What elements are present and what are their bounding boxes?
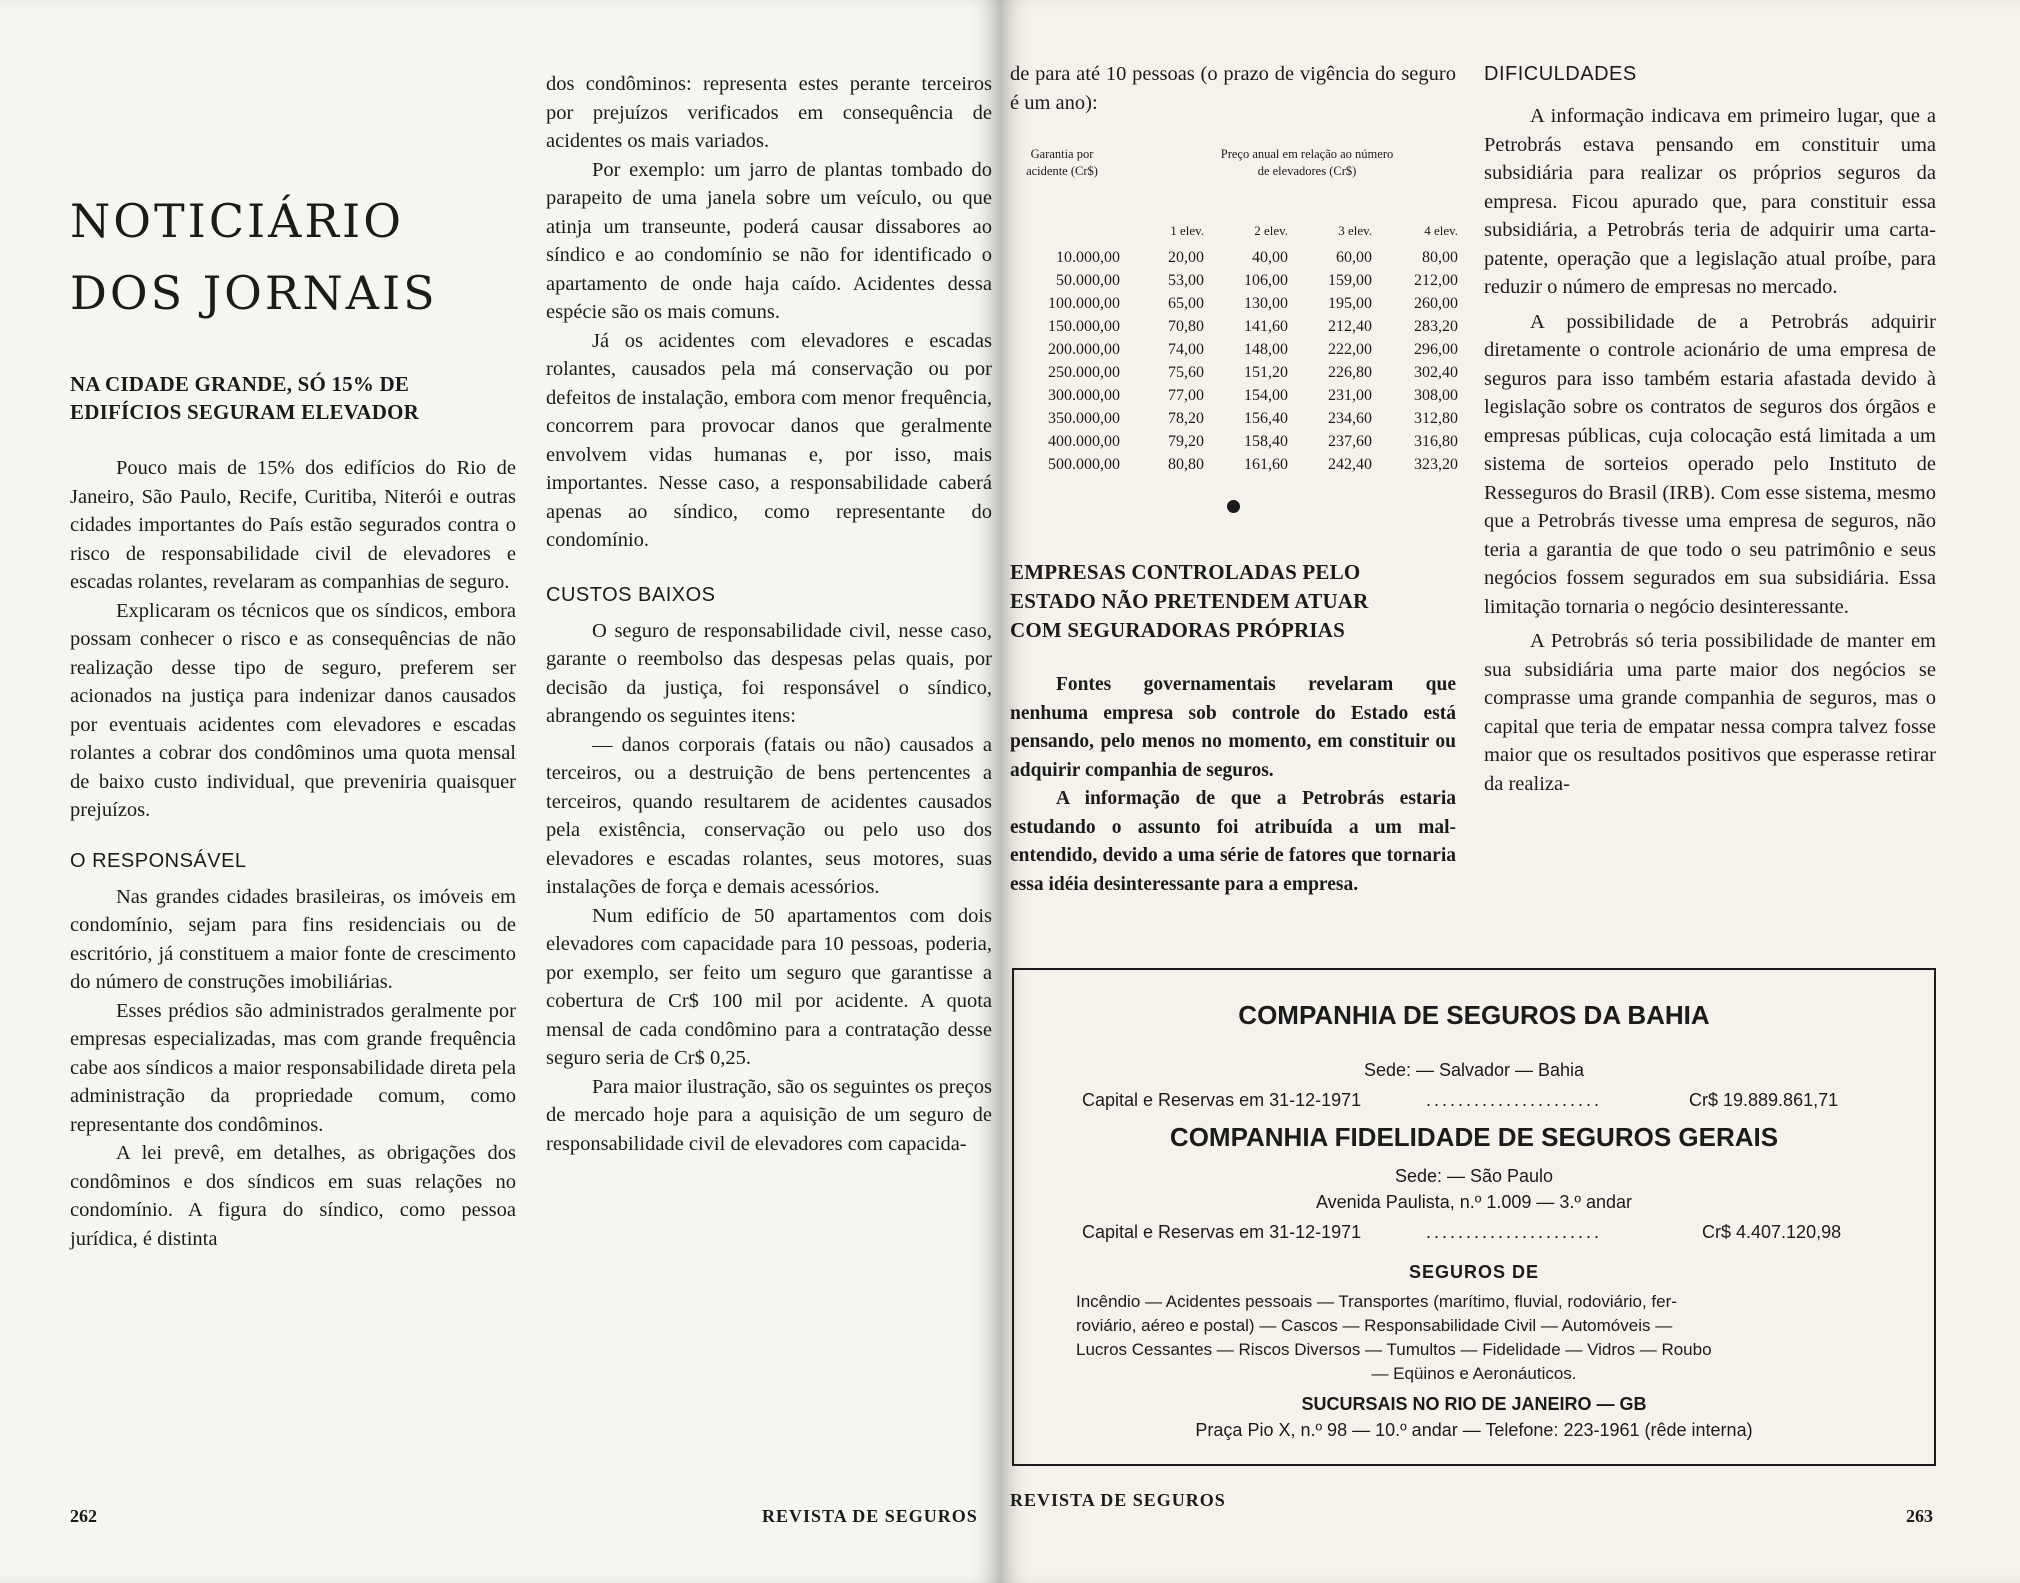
rates-table-cell: 231,00: [1328, 386, 1372, 404]
rates-table-cell: 150.000,00: [1048, 317, 1120, 335]
ad-lines-2: roviário, aéreo e postal) — Cascos — Responsabilidade Civil — Automóveis —: [1076, 1316, 1673, 1335]
section-title-responsavel: O RESPONSÁVEL: [70, 849, 247, 872]
article2-headline-line-2: ESTADO NÃO PRETENDEM ATUAR: [1010, 589, 1369, 613]
dificuldades-paragraph-3: A Petrobrás só teria possibilidade de manter em sua subsidiária uma parte maior dos negócios se comprasse uma grande companhia de seguros, mas o capital que teria de empatar nessa compra talvez fosse maior que os resultados positivos que esperasse retirar da realiza-: [1484, 630, 1936, 795]
article2: [1010, 558, 1456, 899]
rates-table-cell: 226,80: [1328, 363, 1372, 381]
rates-table-cell: 80,00: [1422, 248, 1458, 266]
rates-header-guarantee-line-2: acidente (Cr$): [1026, 164, 1098, 178]
rates-table-cell: 20,00: [1168, 248, 1204, 266]
rates-table-row: [1012, 361, 1458, 384]
article2-headline-line-3: COM SEGURADORAS PRÓPRIAS: [1010, 618, 1345, 642]
ad-company-1-capital-value: Cr$ 19.889.861,71: [1689, 1090, 1839, 1110]
rates-table-cell: 75,60: [1168, 363, 1204, 381]
rates-subheader-cell: 3 elev.: [1338, 223, 1372, 238]
rates-table-cell: 79,20: [1168, 432, 1204, 450]
left-column-1: [70, 370, 516, 1253]
dificuldades-paragraph-1: A informação indicava em primeiro lugar, que a Petrobrás estava pensando em constituir uma subsidiária para realizar os próprios seguros da empresa. Ficou apurado que, para constituir essa subsidiária, a Petrobrás teria de adquirir uma carta-patente, operação que a legislação atual proíbe, para reduzir o número de empresas no mercado.: [1484, 105, 1936, 298]
left-column-2: [546, 70, 992, 1158]
rates-table-row: [1012, 453, 1458, 476]
right-column-2: [1484, 60, 1936, 798]
ad-company-2-sede: Sede: — São Paulo: [1394, 1166, 1554, 1186]
rates-table-row: [1012, 384, 1458, 407]
rates-table-cell: 78,20: [1168, 409, 1204, 427]
rates-table-cell: 400.000,00: [1048, 432, 1120, 450]
rates-table-cell: 65,00: [1168, 294, 1204, 312]
custos-paragraph-4: Para maior ilustração, são os seguintes os preços de mercado hoje para a aquisição de um seguro de responsabilidade civil de elevadores com capacida-: [546, 1075, 992, 1155]
rates-table-cell: 212,40: [1328, 317, 1372, 335]
left-page: [0, 0, 1000, 1583]
article1-headline-line-2: EDIFÍCIOS SEGURAM ELEVADOR: [70, 400, 420, 424]
running-head-left: REVISTA DE SEGUROS: [762, 1506, 978, 1526]
rates-table-cell: 300.000,00: [1048, 386, 1120, 404]
rates-header-price-line-2: de elevadores (Cr$): [1257, 164, 1357, 178]
article2-lead-paragraph-2: A informação de que a Petrobrás estaria estudando o assunto foi atribuída a um mal-entendido, devido a uma série de fatores que tornaria essa idéia desinteressante para a empresa.: [1010, 788, 1456, 895]
rates-table-cell: 195,00: [1328, 294, 1372, 312]
article1-paragraph-2: Explicaram os técnicos que os síndicos, embora possam conhecer o risco e as consequências de não realização desse tipo de seguro, preferem ser acionados na justiça para indenizar danos causados por eventuais acidentes com elevadores e escadas rolantes a cobrar dos condôminos uma quota mensal de baixo custo individual, que preveniria quaisquer prejuízos.: [70, 599, 516, 821]
running-head-right: REVISTA DE SEGUROS: [1010, 1490, 1226, 1510]
ad-seguros-de: SEGUROS DE: [1408, 1262, 1540, 1282]
rates-table-cell: 200.000,00: [1048, 340, 1120, 358]
rates-table-row: [1012, 407, 1458, 430]
rates-header-guarantee: [1012, 146, 1112, 180]
rates-table-row: [1012, 292, 1458, 315]
ad-company-2-capital-value: Cr$ 4.407.120,98: [1702, 1222, 1842, 1242]
rates-table-cell: 222,00: [1328, 340, 1372, 358]
rates-table-cell: 260,00: [1414, 294, 1458, 312]
ad-sucursais: SUCURSAIS NO RIO DE JANEIRO — GB: [1301, 1394, 1647, 1414]
article1-paragraph-1: Pouco mais de 15% dos edifícios do Rio de Janeiro, São Paulo, Recife, Curitiba, Niterói e outras cidades importantes do País estão segurados contra o risco de responsabilidade civil de elevadores e escadas rolantes, revelaram as companhias de seguro.: [70, 457, 516, 593]
section-title-dificuldades: DIFICULDADES: [1484, 63, 1637, 85]
ad-company-1-sede: Sede: — Salvador — Bahia: [1363, 1060, 1585, 1080]
custos-paragraph-2: — danos corporais (fatais ou não) causados a terceiros, ou a destruição de bens pertencentes a terceiros, quando resultarem de acidentes causados pela existência, conservação ou pelo uso dos elevadores e escadas rolantes, seus motores, suas instalações de força e demais acessórios.: [546, 733, 992, 898]
article1-headline-line-1: NA CIDADE GRANDE, SÓ 15% DE: [70, 372, 410, 396]
column2-paragraph-2: Por exemplo: um jarro de plantas tombado do parapeito de uma janela sobre um veículo, ou que atinja um transeunte, poderá causar dissabores ao síndico e ao condomínio se não for identificado o apartamento de onde haja caído. Acidentes dessa espécie são os mais comuns.: [546, 158, 992, 323]
rates-table-cell: 130,00: [1244, 294, 1288, 312]
rates-table-cell: 40,00: [1252, 248, 1288, 266]
rates-table-row: [1012, 430, 1458, 453]
folio-right: 263: [1906, 1506, 1933, 1526]
column2-paragraph-1: dos condôminos: representa estes perante terceiros por prejuízos verificados em consequência de acidentes os mais variados.: [546, 73, 992, 152]
rates-table-block: [1012, 146, 1458, 476]
rates-table-cell: 312,80: [1414, 409, 1458, 427]
ad-company-2-capital-label: Capital e Reservas em 31-12-1971: [1082, 1222, 1362, 1242]
ad-lines-4: — Eqüinos e Aeronáuticos.: [1371, 1364, 1577, 1383]
right-column-1-intro: [1010, 60, 1456, 117]
rates-table-cell: 159,00: [1328, 271, 1372, 289]
rates-table-cell: 151,20: [1244, 363, 1288, 381]
rates-table: [1012, 216, 1458, 476]
rates-header-price: [1152, 146, 1462, 180]
section-title-custos: CUSTOS BAIXOS: [546, 583, 716, 606]
rates-table-cell: 53,00: [1168, 271, 1204, 289]
dificuldades-paragraph-2: A possibilidade de a Petrobrás adquirir diretamente o controle acionário de uma empresa de seguros para isso também estaria afastada devido à legislação sobre os contratos de seguros dos órgãos e empresas públicas, cuja colocação está limitada a um sistema de sorteios operado pelo Instituto de Resseguros do Brasil (IRB). Com esse sistema, mesmo que a Petrobrás tivesse uma empresa de seguros, não teria a garantia de que todo o seu patrimônio e seus negócios fossem segurados em sua subsidiária. Essa limitação tornaria o negócio desinteressante.: [1484, 310, 1936, 618]
rates-table-cell: 234,60: [1328, 409, 1372, 427]
ad-lines-1: Incêndio — Acidentes pessoais — Transportes (marítimo, fluvial, rodoviário, fer-: [1076, 1292, 1677, 1311]
ad-sucursais-address: Praça Pio X, n.º 98 — 10.º andar — Telefone: 223-1961 (rêde interna): [1195, 1420, 1753, 1440]
rates-table-cell: 148,00: [1244, 340, 1288, 358]
ad-company-1-name: COMPANHIA DE SEGUROS DA BAHIA: [1238, 1000, 1710, 1030]
rates-table-cell: 156,40: [1244, 409, 1288, 427]
rates-table-cell: 302,40: [1414, 363, 1458, 381]
rates-header-guarantee-line-1: Garantia por: [1030, 147, 1094, 161]
rates-table-header: [1012, 146, 1458, 216]
ad-company-2-name: COMPANHIA FIDELIDADE DE SEGUROS GERAIS: [1169, 1122, 1779, 1152]
responsavel-paragraph-1: Nas grandes cidades brasileiras, os imóveis em condomínio, sejam para fins residenciais ou de escritório, já constituem a maior fonte de crescimento do número de construções imobiliárias.: [70, 885, 516, 993]
table-intro: de para até 10 pessoas (o prazo de vigência do seguro é um ano):: [1010, 63, 1456, 114]
rates-table-cell: 154,00: [1244, 386, 1288, 404]
rates-table-body: [1012, 216, 1458, 476]
ad-company-1-capital-label: Capital e Reservas em 31-12-1971: [1082, 1090, 1362, 1110]
rates-table-cell: 80,80: [1168, 455, 1204, 473]
rates-subheader-cell: 1 elev.: [1170, 223, 1204, 238]
rates-table-cell: 100.000,00: [1048, 294, 1120, 312]
rates-table-cell: 237,60: [1328, 432, 1372, 450]
ad-company-2-address: Avenida Paulista, n.º 1.009 — 3.º andar: [1315, 1192, 1633, 1212]
rates-subheader-cell: 4 elev.: [1424, 223, 1458, 238]
custos-paragraph-3: Num edifício de 50 apartamentos com dois elevadores com capacidade para 10 pessoas, poderia, por exemplo, ser feito um seguro que garantisse a cobertura de Cr$ 100 mil por acidente. A quota mensal de cada condômino para a contratação desse seguro seria de Cr$ 0,25.: [546, 904, 992, 1069]
insurance-advertisement: [1012, 968, 1936, 1466]
rates-table-cell: 350.000,00: [1048, 409, 1120, 427]
masthead-line-1: NOTICIÁRIO: [70, 194, 404, 248]
rates-table-cell: 212,00: [1414, 271, 1458, 289]
rates-header-price-line-1: Preço anual em relação ao número: [1220, 147, 1394, 161]
rates-table-cell: 242,40: [1328, 455, 1372, 473]
rates-table-cell: 60,00: [1336, 248, 1372, 266]
rates-table-cell: 70,80: [1168, 317, 1204, 335]
ad-lines-3: Lucros Cessantes — Riscos Diversos — Tumultos — Fidelidade — Vidros — Roubo: [1076, 1340, 1712, 1359]
responsavel-paragraph-3: A lei prevê, em detalhes, as obrigações dos condôminos e dos síndicos em suas relações no condomínio. A figura do síndico, como pessoa jurídica, é distinta: [70, 1142, 516, 1250]
rates-table-cell: 106,00: [1244, 271, 1288, 289]
column2-paragraph-3: Já os acidentes com elevadores e escadas rolantes, causados pela má conservação ou por defeitos de instalação, embora com menor frequência, concorrem para provocar danos que geralmente envolvem vidas humanas e, por isso, mais importantes. Nesse caso, a responsabilidade caberá apenas ao síndico, como representante do condomínio.: [546, 329, 992, 551]
rates-table-cell: 250.000,00: [1048, 363, 1120, 381]
rates-table-cell: 158,40: [1244, 432, 1288, 450]
rates-table-cell: 296,00: [1414, 340, 1458, 358]
masthead-line-2: DOS JORNAIS: [70, 266, 438, 320]
rates-table-cell: 500.000,00: [1048, 455, 1120, 473]
rates-table-cell: 316,80: [1414, 432, 1458, 450]
article2-lead: [1010, 671, 1456, 899]
rates-table-cell: 161,60: [1244, 455, 1288, 473]
rates-table-cell: 283,20: [1414, 317, 1458, 335]
masthead: [70, 185, 438, 329]
rates-table-cell: 308,00: [1414, 386, 1458, 404]
rates-table-cell: 141,60: [1244, 317, 1288, 335]
rates-table-cell: 50.000,00: [1056, 271, 1120, 289]
article2-headline: [1010, 558, 1456, 645]
custos-paragraph-1: O seguro de responsabilidade civil, nesse caso, garante o reembolso das despesas pelas quais, por decisão da justiça, foi responsável o síndico, abrangendo os seguintes itens:: [546, 619, 992, 727]
rates-table-cell: 77,00: [1168, 386, 1204, 404]
article1-headline: [70, 370, 516, 426]
rates-table-cell: 323,20: [1414, 455, 1458, 473]
section-separator-dot: [1227, 500, 1240, 513]
rates-table-row: [1012, 246, 1458, 269]
ad-company-1-leader-dots: ......................: [1426, 1090, 1603, 1110]
rates-table-row: [1012, 269, 1458, 292]
rates-table-cell: 10.000,00: [1056, 248, 1120, 266]
rates-subheader-cell: 2 elev.: [1254, 223, 1288, 238]
ad-company-2-leader-dots: ......................: [1426, 1222, 1603, 1242]
article2-lead-paragraph-1: Fontes governamentais revelaram que nenhuma empresa sob controle do Estado está pensando, pelo menos no momento, em constituir ou adquirir companhia de seguros.: [1010, 674, 1456, 781]
folio-left: 262: [70, 1506, 97, 1526]
article2-headline-line-1: EMPRESAS CONTROLADAS PELO: [1010, 560, 1361, 584]
rates-subheader-row: [1012, 216, 1458, 246]
rates-table-row: [1012, 315, 1458, 338]
rates-table-row: [1012, 338, 1458, 361]
responsavel-paragraph-2: Esses prédios são administrados geralmente por empresas especializadas, mas com grande frequência cabe aos síndicos a maior responsabilidade direta pela administração da propriedade comum, como representante dos condôminos.: [70, 999, 516, 1136]
rates-subheader-blank: [1012, 216, 1120, 246]
rates-table-cell: 74,00: [1168, 340, 1204, 358]
